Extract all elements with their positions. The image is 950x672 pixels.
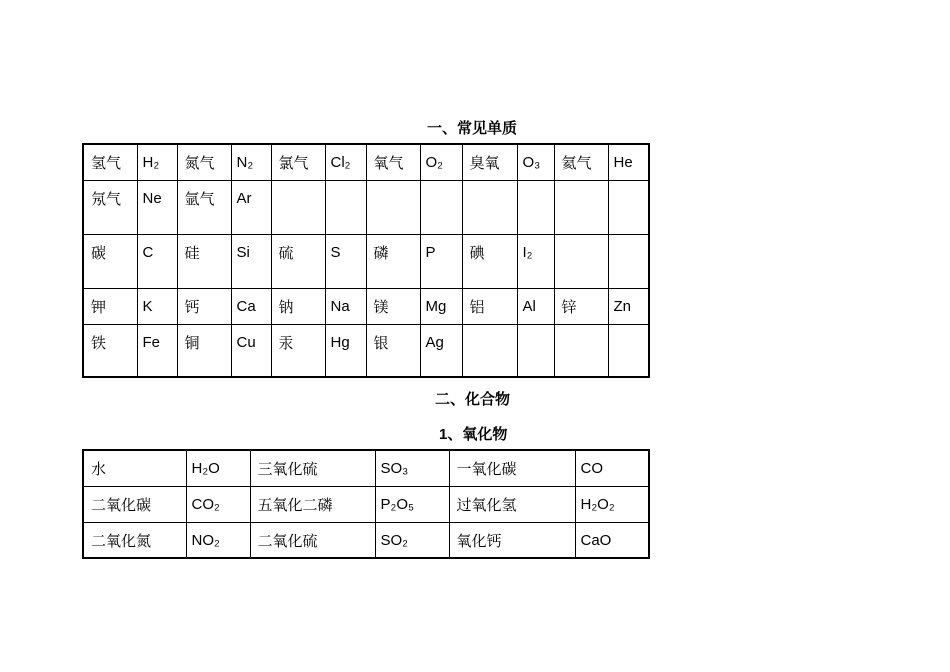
chemical-formula-cell <box>517 144 554 180</box>
chemical-formula-cell <box>517 288 554 324</box>
substance-name-cell <box>83 288 137 324</box>
chemical-formula-cell <box>608 324 649 377</box>
substance-name <box>367 181 420 191</box>
table-row <box>83 234 649 288</box>
section-heading-elements: 一、常见单质 <box>427 120 518 137</box>
chemical-formula-cell <box>325 324 366 377</box>
chemical-formula: Ca <box>236 297 256 315</box>
chemical-formula-cell <box>420 234 462 288</box>
substance-name-cell <box>250 486 375 522</box>
substance-name-cell <box>177 324 231 377</box>
chemical-formula-cell <box>517 180 554 234</box>
chemical-formula: NO₂ <box>191 531 220 549</box>
chemical-formula-cell <box>137 234 177 288</box>
chemical-formula: H₂O <box>191 460 220 477</box>
substance-name-cell <box>366 324 420 377</box>
substance-name-cell <box>366 288 420 324</box>
substance-name: 铝 <box>469 297 485 316</box>
chemical-formula-cell <box>375 450 449 486</box>
chemical-formula <box>609 235 649 245</box>
chemical-formula: H₂ <box>142 154 160 171</box>
substance-name: 氧化钙 <box>456 531 502 550</box>
substance-name-cell <box>83 522 186 558</box>
chemical-formula: Ne <box>142 189 162 207</box>
chemical-formula: P₂O₅ <box>380 495 415 513</box>
chemical-formula <box>518 325 554 335</box>
substance-name: 二氧化氮 <box>91 531 152 550</box>
chemical-formula: K <box>142 297 153 315</box>
substance-name: 碘 <box>469 243 485 262</box>
substance-name <box>463 181 517 191</box>
chemical-formula: S <box>330 243 341 261</box>
substance-name: 硅 <box>184 243 200 262</box>
substance-name: 氯气 <box>278 154 309 172</box>
substance-name-cell <box>554 180 608 234</box>
chemical-formula-cell <box>325 234 366 288</box>
table-row <box>83 180 649 234</box>
substance-name: 氖气 <box>91 189 122 208</box>
chemical-formula <box>421 181 462 191</box>
substance-name-cell <box>462 180 517 234</box>
substance-name-cell <box>271 324 325 377</box>
chemical-formula: Si <box>236 243 250 261</box>
section-heading-compounds: 二、化合物 <box>435 391 511 408</box>
substance-name-cell <box>271 144 325 180</box>
substance-name: 汞 <box>278 333 294 352</box>
substance-name-cell <box>449 450 575 486</box>
chemical-formula-cell <box>608 234 649 288</box>
substance-name: 硫 <box>278 243 294 262</box>
substance-name-cell <box>462 324 517 377</box>
chemical-formula-cell <box>375 486 449 522</box>
substance-name-cell <box>83 486 186 522</box>
chemical-formula-cell <box>575 450 649 486</box>
table-row <box>83 450 649 486</box>
substance-name-cell <box>462 288 517 324</box>
substance-name-cell <box>554 144 608 180</box>
chemical-formula-cell <box>231 144 271 180</box>
chemical-formula-cell <box>420 324 462 377</box>
chemical-formula: CaO <box>580 531 612 549</box>
chemical-formula: Cu <box>236 333 256 351</box>
chemical-formula-cell <box>325 180 366 234</box>
substance-name: 钙 <box>184 297 200 316</box>
substance-name: 银 <box>373 333 389 352</box>
substance-name-cell <box>366 180 420 234</box>
substance-name: 铜 <box>184 333 200 352</box>
substance-name: 二氧化硫 <box>257 531 318 550</box>
substance-name: 二氧化碳 <box>91 495 152 514</box>
chemical-formula-cell <box>186 450 250 486</box>
chemical-formula-cell <box>517 234 554 288</box>
table-row <box>83 144 649 180</box>
chemical-formula-cell <box>186 522 250 558</box>
chemical-formula: Hg <box>330 333 350 351</box>
substance-name-cell <box>83 144 137 180</box>
substance-name-cell <box>177 144 231 180</box>
substance-name: 镁 <box>373 297 389 316</box>
substance-name-cell <box>554 288 608 324</box>
chemical-formula-cell <box>575 522 649 558</box>
chemical-formula: I₂ <box>522 243 533 261</box>
chemical-formula <box>518 181 554 191</box>
substance-name: 钾 <box>91 297 107 316</box>
chemical-formula <box>326 181 366 191</box>
table-row <box>83 288 649 324</box>
elements-table <box>82 143 650 378</box>
chemical-formula: Fe <box>142 333 161 351</box>
chemical-formula: Ag <box>425 333 444 351</box>
chemical-formula: SO₃ <box>380 460 409 477</box>
chemical-formula-cell <box>325 288 366 324</box>
substance-name-cell <box>83 324 137 377</box>
substance-name-cell <box>366 144 420 180</box>
chemical-formula: O₃ <box>522 154 541 171</box>
substance-name: 臭氧 <box>469 154 500 172</box>
chemical-formula: H₂O₂ <box>580 495 615 513</box>
chemical-formula: CO <box>580 460 603 477</box>
chemical-formula-cell <box>231 234 271 288</box>
chemical-formula: Na <box>330 297 350 315</box>
chemical-formula-cell <box>137 144 177 180</box>
substance-name <box>272 181 325 191</box>
table-row <box>83 486 649 522</box>
substance-name-cell <box>177 288 231 324</box>
chemical-formula-cell <box>608 180 649 234</box>
substance-name-cell <box>271 288 325 324</box>
substance-name-cell <box>462 234 517 288</box>
table-row <box>83 522 649 558</box>
substance-name: 锌 <box>561 297 577 316</box>
chemical-formula-cell <box>137 288 177 324</box>
substance-name-cell <box>177 180 231 234</box>
chemical-formula-cell <box>420 288 462 324</box>
chemical-formula-cell <box>375 522 449 558</box>
chemical-formula: Cl₂ <box>330 154 351 171</box>
chemical-formula-cell <box>231 324 271 377</box>
substance-name: 水 <box>91 460 107 478</box>
chemical-formula-cell <box>325 144 366 180</box>
chemical-formula <box>609 325 649 335</box>
substance-name: 五氧化二磷 <box>257 495 333 514</box>
chemical-formula <box>609 181 649 191</box>
substance-name-cell <box>271 234 325 288</box>
substance-name: 碳 <box>91 243 107 262</box>
substance-name-cell <box>271 180 325 234</box>
chemical-formula: Al <box>522 297 536 315</box>
substance-name-cell <box>366 234 420 288</box>
substance-name-cell <box>177 234 231 288</box>
substance-name: 氮气 <box>184 154 215 172</box>
chemical-formula: He <box>613 154 633 171</box>
chemical-formula-cell <box>575 486 649 522</box>
chemical-formula-cell <box>231 288 271 324</box>
substance-name-cell <box>462 144 517 180</box>
chemical-formula-cell <box>186 486 250 522</box>
chemical-formula: P <box>425 243 436 261</box>
substance-name-cell <box>449 522 575 558</box>
substance-name-cell <box>554 234 608 288</box>
substance-name: 磷 <box>373 243 389 262</box>
oxides-table <box>82 449 650 559</box>
chemical-formula-cell <box>137 324 177 377</box>
substance-name: 氦气 <box>561 154 592 172</box>
substance-name: 三氧化硫 <box>257 460 318 478</box>
chemical-formula-cell <box>420 144 462 180</box>
chemical-formula: Zn <box>613 297 632 315</box>
chemical-formula-cell <box>608 288 649 324</box>
substance-name-cell <box>83 180 137 234</box>
chemical-formula: O₂ <box>425 154 443 171</box>
substance-name: 一氧化碳 <box>456 460 517 478</box>
substance-name: 氧气 <box>373 154 404 172</box>
substance-name: 氢气 <box>91 154 122 172</box>
substance-name <box>555 325 608 335</box>
subheading-oxides: 1、氧化物 <box>439 426 508 443</box>
substance-name <box>555 181 608 191</box>
chemical-formula: SO₂ <box>380 531 408 549</box>
chemical-formula-cell <box>608 144 649 180</box>
substance-name: 氩气 <box>184 189 215 208</box>
substance-name-cell <box>554 324 608 377</box>
substance-name <box>463 325 517 335</box>
chemical-formula: CO₂ <box>191 495 220 513</box>
substance-name-cell <box>83 234 137 288</box>
chemical-formula-cell <box>517 324 554 377</box>
substance-name: 过氧化氢 <box>456 495 517 514</box>
chemical-formula: C <box>142 243 154 261</box>
chemical-formula-cell <box>137 180 177 234</box>
chemical-formula-cell <box>420 180 462 234</box>
substance-name <box>555 235 608 245</box>
substance-name: 钠 <box>278 297 294 316</box>
substance-name-cell <box>83 450 186 486</box>
substance-name-cell <box>250 450 375 486</box>
table-row <box>83 324 649 377</box>
substance-name-cell <box>250 522 375 558</box>
substance-name-cell <box>449 486 575 522</box>
chemical-formula-cell <box>231 180 271 234</box>
substance-name: 铁 <box>91 333 107 352</box>
chemical-formula: Mg <box>425 297 447 315</box>
chemical-formula: Ar <box>236 189 252 207</box>
chemical-formula: N₂ <box>236 154 254 171</box>
